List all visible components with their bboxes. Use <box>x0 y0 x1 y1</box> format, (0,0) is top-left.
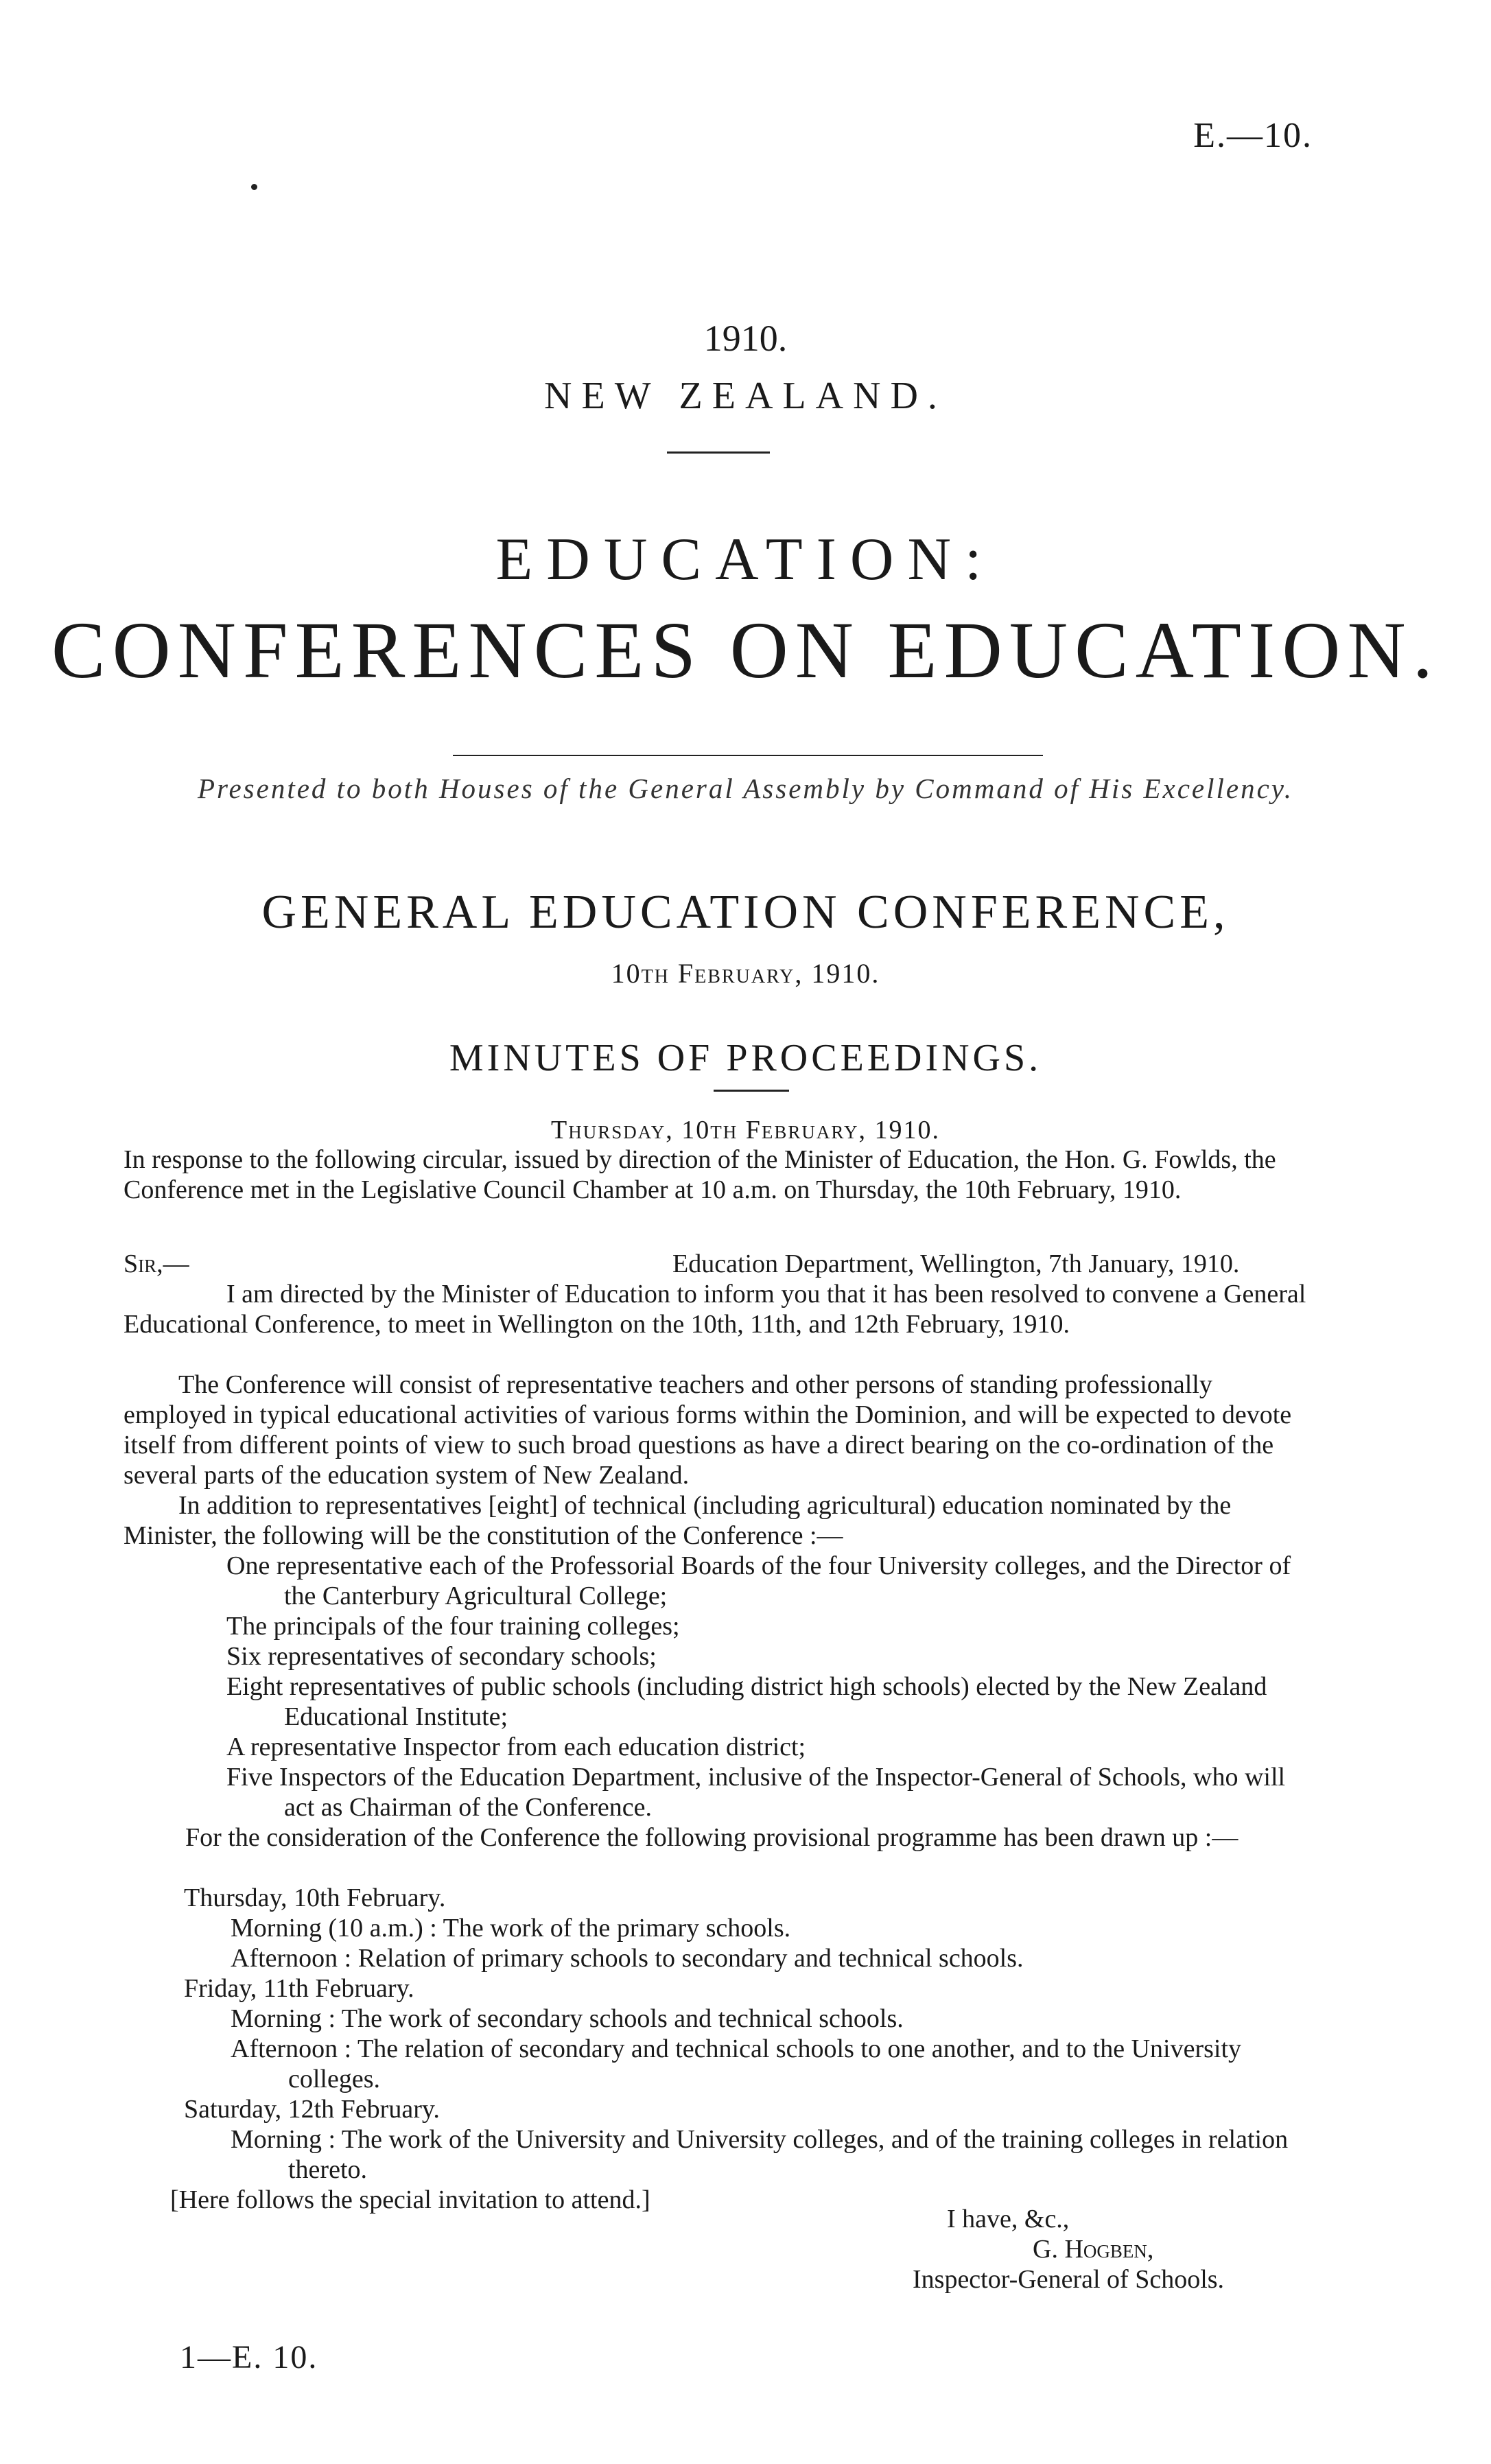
title-sub: CONFERENCES ON EDUCATION. <box>51 605 1440 695</box>
conference-date: 10th February, 1910. <box>611 958 880 989</box>
signer-title: Inspector-General of Schools. <box>913 2265 1225 2294</box>
programme-day: Thursday, 10th February. <box>184 1884 446 1912</box>
member-item: One representative each of the Professorial Boards of the four University colleges, and the Director of the Canterbury Agricultural College; <box>226 1551 1291 1610</box>
letter-address: Education Department, Wellington, 7th January, 1910. <box>672 1249 1240 1278</box>
conference-title: GENERAL EDUCATION CONFERENCE, <box>261 886 1230 939</box>
programme-day: Friday, 11th February. <box>184 1974 414 2003</box>
member-item: The principals of the four training colleges; <box>226 1612 680 1641</box>
printer-dot-mark <box>251 184 257 190</box>
intro-paragraph: In response to the following circular, issued by direction of the Minister of Education, the Hon. G. Fowlds, the Conference met in the Legislative Council Chamber at 10 a.m. on Thursday, the 10th February, 1910. <box>124 1145 1276 1204</box>
member-item: A representative Inspector from each education district; <box>226 1733 806 1761</box>
member-item: Six representatives of secondary schools; <box>226 1642 657 1671</box>
divider-rule <box>714 1090 789 1092</box>
document-reference: E.—10. <box>1193 116 1313 155</box>
letter-signer: G. Hogben, <box>1033 2235 1154 2264</box>
programme-session: Afternoon : The relation of secondary and technical schools to one another, and to the University colleges. <box>231 2034 1242 2093</box>
divider-rule <box>453 755 1043 756</box>
country-heading: NEW ZEALAND. <box>544 375 947 417</box>
letter-salutation: Sir,— <box>124 1249 189 1278</box>
letter-paragraph: In addition to representatives [eight] of technical (including agricultural) education nominated by the Minister, the following will be the constitution of the Conference :— <box>124 1491 1232 1550</box>
programme-day: Saturday, 12th February. <box>184 2095 440 2124</box>
page-reference: 1—E. 10. <box>180 2339 318 2375</box>
letter-closing: I have, &c., <box>947 2205 1070 2233</box>
letter-paragraph: The Conference will consist of representative teachers and other persons of standing professionally employed in typical educational activities of various forms within the Dominion, and will be expected to devote itself from different points of view to such broad questions as have a direct bearing on the co-ordination of the several parts of the education system of New Zealand. <box>124 1370 1292 1490</box>
minutes-heading: MINUTES OF PROCEEDINGS. <box>449 1037 1042 1079</box>
title-main: EDUCATION: <box>495 526 996 593</box>
member-item: Five Inspectors of the Education Department, inclusive of the Inspector-General of Schools, who will act as Chairman of the Conference. <box>226 1763 1286 1822</box>
programme-session: Afternoon : Relation of primary schools to secondary and technical schools. <box>231 1944 1024 1973</box>
letter-paragraph: I am directed by the Minister of Education to inform you that it has been resolved to convene a General Educational Conference, to meet in Wellington on the 10th, 11th, and 12th February, 1910. <box>124 1280 1306 1339</box>
member-item: Eight representatives of public schools (including district high schools) elected by the New Zealand Educational Institute; <box>226 1672 1267 1731</box>
year-heading: 1910. <box>703 318 788 359</box>
programme-session: Morning : The work of secondary schools and technical schools. <box>231 2004 904 2033</box>
programme-session: Morning : The work of the University and University colleges, and of the training colleges in relation thereto. <box>231 2125 1289 2184</box>
programme-intro: For the consideration of the Conference the following provisional programme has been drawn up :— <box>185 1823 1238 1852</box>
invitation-note: [Here follows the special invitation to attend.] <box>170 2185 650 2214</box>
presented-line: Presented to both Houses of the General Assembly by Command of His Excellency. <box>198 773 1293 804</box>
programme-session: Morning (10 a.m.) : The work of the primary schools. <box>231 1914 791 1943</box>
meeting-date: Thursday, 10th February, 1910. <box>551 1116 940 1145</box>
divider-rule <box>667 451 770 454</box>
